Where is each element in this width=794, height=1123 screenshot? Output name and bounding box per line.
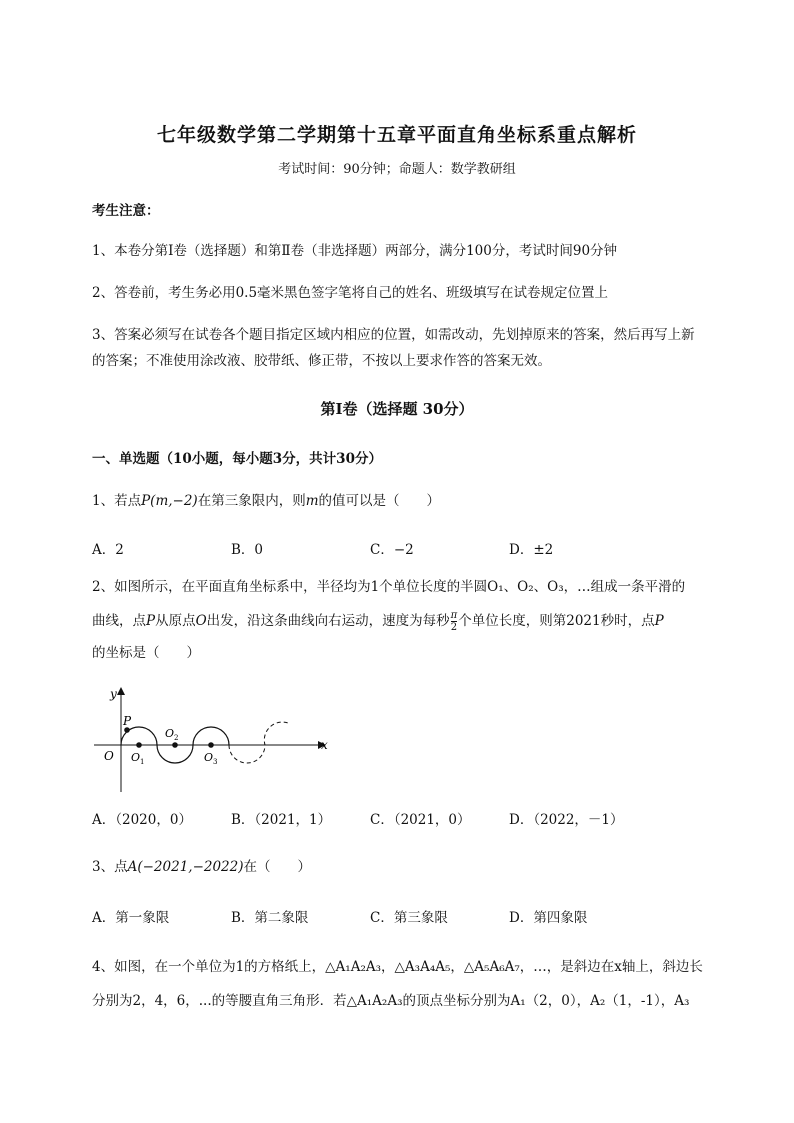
q3-option-c[interactable]: C．第三象限: [370, 910, 448, 926]
q3-prefix: 3、点: [92, 859, 128, 875]
q1-point: P(m,−2): [141, 493, 198, 509]
q1-middle: 在第三象限内，则: [197, 493, 306, 509]
q2-line-1: 2、如图所示，在平面直角坐标系中，半径均为1个单位长度的半圆O₁、O₂、O₃，…组成一条平滑的: [92, 579, 686, 595]
q2-option-c[interactable]: C．（2021，0）: [370, 812, 471, 828]
q2-var-p2: P: [654, 613, 664, 629]
q1-variable: m: [305, 493, 319, 509]
q2-var-p: P: [146, 613, 156, 629]
question-3: [92, 852, 311, 882]
q2-frac-num: π: [450, 610, 458, 621]
q2-text-a: 曲线，点: [92, 613, 146, 629]
x-label: x: [321, 738, 328, 752]
q4-line-1: 4、如图，在一个单位为1的方格纸上，△A₁A₂A₃，△A₃A₄A₅，△A₅A₆A₇，…，是斜边在x轴上，斜边长: [92, 959, 703, 975]
o2-sub: 2: [174, 734, 179, 742]
notice-item-1: 1、本卷分第I卷（选择题）和第Ⅱ卷（非选择题）两部分，满分100分，考试时间90分钟: [92, 243, 618, 259]
o3-sub: 3: [213, 758, 218, 766]
question-1: [92, 486, 440, 516]
q2-frac-den: 2: [450, 622, 458, 633]
origin-label: O: [104, 749, 114, 763]
q1-option-c[interactable]: C．−2: [370, 542, 414, 558]
q1-option-d[interactable]: D．±2: [509, 542, 554, 558]
p-label: P: [123, 714, 132, 728]
page-title: 七年级数学第二学期第十五章平面直角坐标系重点解析: [156, 124, 637, 146]
q3-option-d[interactable]: D．第四象限: [509, 910, 588, 926]
q1-prefix: 1、若点: [92, 493, 142, 509]
q4-line-2: 分别为2，4，6，...的等腰直角三角形．若△A₁A₂A₃的顶点坐标分别为A₁（2，0），A₂（1，-1），A₃: [92, 993, 690, 1009]
q1-option-a[interactable]: A．2: [92, 542, 124, 558]
center-o3: [208, 742, 214, 748]
exam-info: 考试时间：90分钟；命题人：数学教研组: [278, 162, 516, 177]
section-heading: 一、单选题（10小题，每小题3分，共计30分）: [92, 451, 382, 467]
part-title: 第I卷（选择题 30分）: [320, 400, 474, 418]
q2-option-b[interactable]: B．（2021，1）: [231, 812, 332, 828]
o1-label: O: [131, 751, 141, 764]
q1-suffix: 的值可以是（ ）: [318, 493, 441, 509]
o2-label: O: [165, 727, 175, 740]
point-p: [124, 727, 130, 733]
q3-option-a[interactable]: A．第一象限: [92, 910, 170, 926]
q2-fraction: [451, 610, 458, 633]
q2-option-a[interactable]: A．（2020，0）: [92, 812, 192, 828]
center-o1: [136, 742, 142, 748]
q3-suffix: 在（ ）: [243, 859, 312, 875]
center-o2: [172, 742, 178, 748]
notice-item-3-line-1: 3、答案必须写在试卷各个题目指定区域内相应的位置，如需改动，先划掉原来的答案，然后再写上新: [92, 327, 695, 343]
y-axis-arrow: [117, 687, 125, 695]
q2-text-b: 从原点: [155, 613, 196, 629]
q2-option-d[interactable]: D．（2022，－1）: [509, 812, 624, 828]
notice-item-3-line-2: 的答案；不准使用涂改液、胶带纸、修正带，不按以上要求作答的答案无效。: [92, 353, 551, 369]
q1-option-b[interactable]: B．0: [231, 542, 264, 558]
notice-item-2: 2、答卷前，考生务必用0.5毫米黑色签字笔将自己的姓名、班级填写在试卷规定位置上: [92, 285, 609, 301]
semicircle-curve-figure: [90, 680, 340, 795]
dashed-curve: [229, 722, 288, 763]
o3-label: O: [204, 751, 214, 764]
q2-text-c: 出发，沿这条曲线向右运动，速度为每秒: [206, 613, 450, 629]
q2-var-o: O: [195, 613, 207, 629]
q3-option-b[interactable]: B．第二象限: [231, 910, 309, 926]
q2-line-2: [92, 606, 664, 636]
q2-text-d: 个单位长度，则第2021秒时，点: [458, 613, 655, 629]
o1-sub: 1: [140, 758, 145, 766]
q2-line-3: 的坐标是（ ）: [92, 645, 200, 661]
y-label: y: [110, 687, 117, 701]
notice-heading: 考生注意：: [92, 203, 160, 219]
q3-point: A(−2021,−2022): [127, 859, 244, 875]
